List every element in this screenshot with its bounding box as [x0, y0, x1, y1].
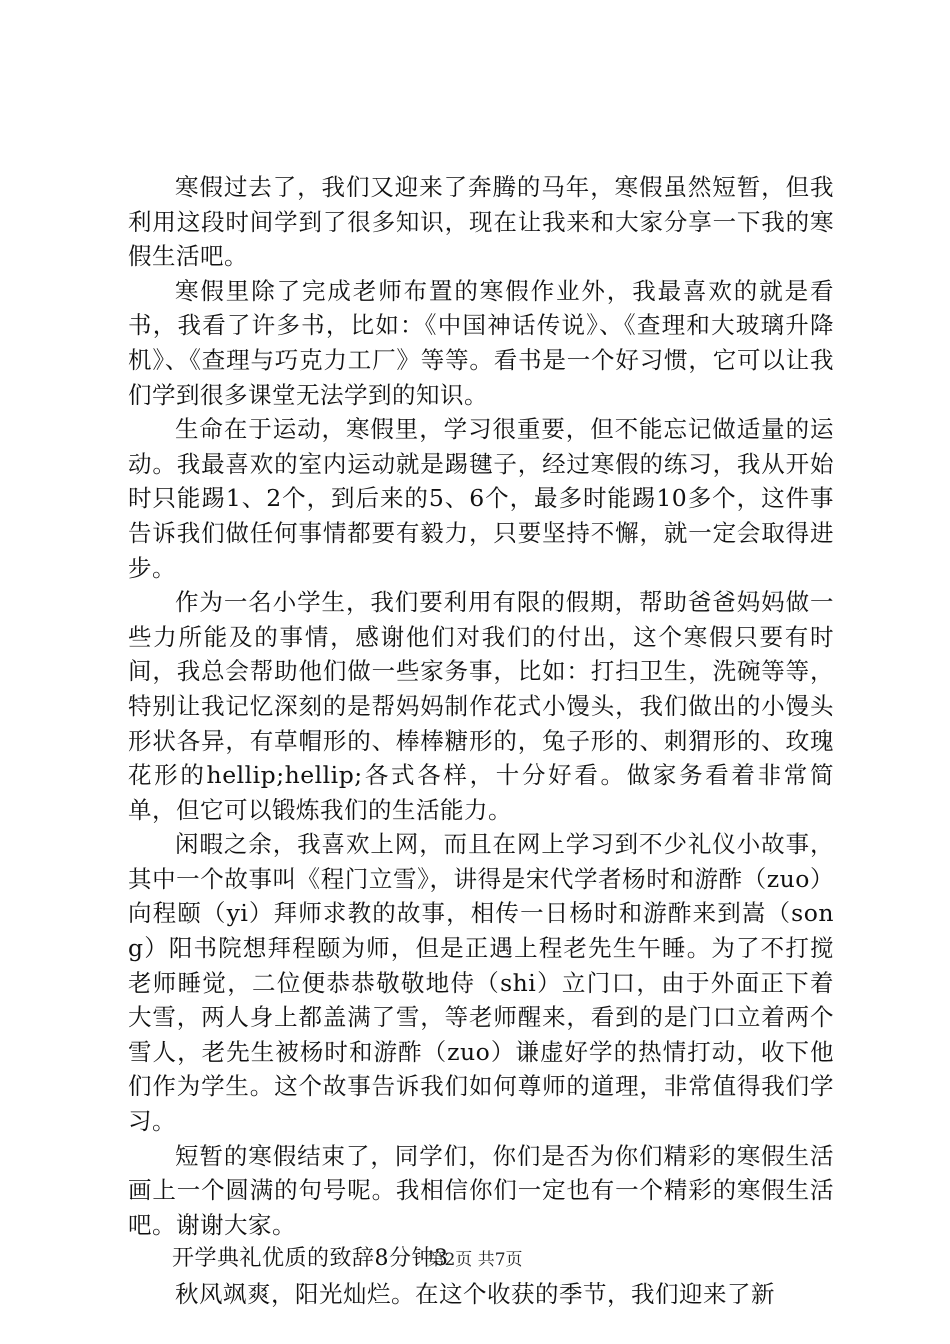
paragraph-5: 闲暇之余，我喜欢上网，而且在网上学习到不少礼仪小故事，其中一个故事叫《程门立雪》，讲得是宋代学者杨时和游酢（zuo）向程颐（yi）拜师求教的故事，相传一日杨时和游酢来到嵩（song）阳书院想拜程颐为师，但是正遇上程老先生午睡。为了不打搅老师睡觉，二位便恭恭敬敬地侍（shi）立门口，由于外面正下着大雪，两人身上都盖满了雪，等老师醒来，看到的是门口立着两个雪人，老先生被杨时和游酢（zuo）谦虚好学的热情打动，收下他们作为学生。这个故事告诉我们如何尊师的道理，非常值得我们学习。 — [128, 830, 834, 1136]
paragraph-3: 生命在于运动，寒假里，学习很重要，但不能忘记做适量的运动。我最喜欢的室内运动就是踢毽子，经过寒假的练习，我从开始时只能踢1、2个，到后来的5、6个，最多时能踢10多个，这件事告诉我们做任何事情都要有毅力，只要坚持不懈，就一定会取得进步。 — [128, 415, 834, 582]
page-footer: 第2页 共7页 — [427, 1250, 523, 1270]
section-heading: 开学典礼优质的致辞8分钟3 — [172, 1246, 449, 1272]
paragraph-1: 寒假过去了，我们又迎来了奔腾的马年，寒假虽然短暂，但我利用这段时间学到了很多知识，现在让我来和大家分享一下我的寒假生活吧。 — [128, 173, 834, 271]
paragraph-7: 秋风飒爽，阳光灿烂。在这个收获的季节，我们迎来了新 — [175, 1280, 775, 1308]
body-text — [128, 170, 834, 1312]
paragraph-6: 短暂的寒假结束了，同学们，你们是否为你们精彩的寒假生活画上一个圆满的句号呢。我相信你们一定也有一个精彩的寒假生活吧。谢谢大家。 — [128, 1141, 834, 1239]
paragraph-4: 作为一名小学生，我们要利用有限的假期，帮助爸爸妈妈做一些力所能及的事情，感谢他们对我们的付出，这个寒假只要有时间，我总会帮助他们做一些家务事，比如：打扫卫生，洗碗等等，特别让我记忆深刻的是帮妈妈制作花式小馒头，我们做出的小馒头形状各异，有草帽形的、棒棒糖形的，兔子形的、刺猬形的、玫瑰花形的hellip;hellip;各式各样，十分好看。做家务看着非常简单，但它可以锻炼我们的生活能力。 — [128, 588, 834, 824]
paragraph-2: 寒假里除了完成老师布置的寒假作业外，我最喜欢的就是看书，我看了许多书，比如：《中国神话传说》、《查理和大玻璃升降机》、《查理与巧克力工厂》等等。看书是一个好习惯，它可以让我们学到很多课堂无法学到的知识。 — [128, 276, 834, 409]
